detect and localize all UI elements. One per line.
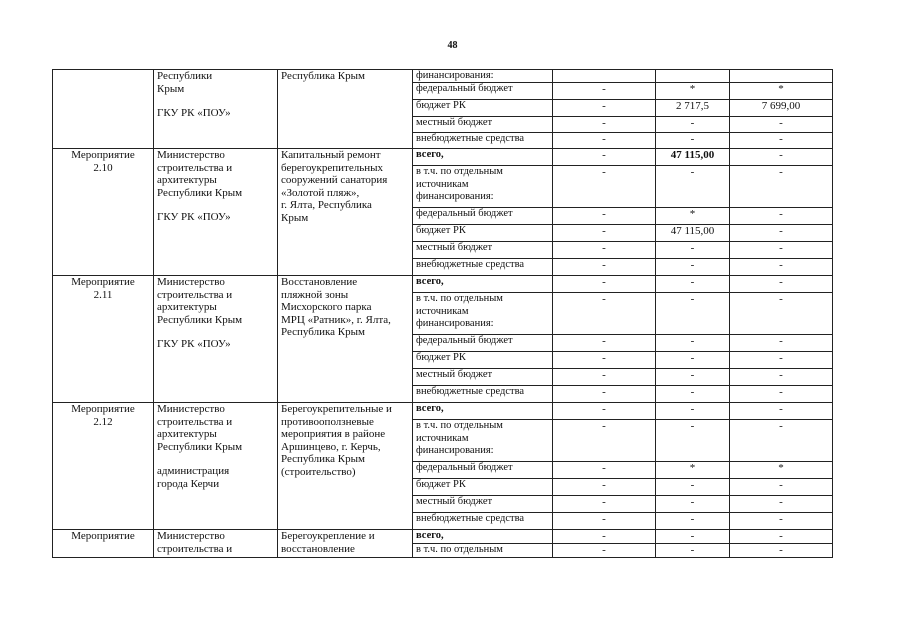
value-cell-v2: -	[656, 335, 730, 352]
value-cell-v2: -	[656, 386, 730, 403]
value-cell-v1: -	[553, 513, 656, 530]
value-cell-v1: -	[553, 166, 656, 208]
funding-source-cell	[413, 133, 553, 149]
value-cell-v2: -	[656, 117, 730, 133]
value-cell-v3	[730, 70, 833, 83]
value-cell-v1: -	[553, 276, 656, 293]
object-label: Берегоукрепление и восстановление	[281, 530, 375, 555]
value-cell-v3: -	[730, 293, 833, 335]
value-cell-v2: -	[656, 133, 730, 149]
executor-main: Министерство строительства и	[157, 530, 233, 555]
funding-source-label: местный бюджет	[416, 117, 493, 129]
funding-source-label: федеральный бюджет	[416, 208, 513, 220]
value-cell-v2: -	[656, 369, 730, 386]
funding-source-cell	[413, 479, 553, 496]
value-cell-v3: -	[730, 133, 833, 149]
value-cell-v1	[553, 70, 656, 83]
value-cell-v3: -	[730, 513, 833, 530]
value-cell-v1: -	[553, 530, 656, 544]
value-cell-v1: -	[553, 242, 656, 259]
object-label: Капитальный ремонт берегоукрепительных сооружений санатория «Золотой пляж», г. Ялта, Республика Крым	[281, 149, 388, 224]
value-cell-v1: -	[553, 335, 656, 352]
funding-source-label: в т.ч. по отдельным источникам финансирования:	[416, 166, 503, 203]
value-cell-v2: 47 115,00	[656, 149, 730, 166]
measure-cell	[53, 70, 154, 149]
value-cell-v2: -	[656, 530, 730, 544]
value-cell-v3: -	[730, 403, 833, 420]
funding-source-cell	[413, 496, 553, 513]
measure-label: Мероприятие 2.10	[71, 149, 135, 174]
table-row	[53, 149, 833, 166]
funding-source-label: федеральный бюджет	[416, 83, 513, 95]
value-cell-v3: -	[730, 335, 833, 352]
funding-source-label: всего,	[416, 530, 444, 542]
value-cell-v3: -	[730, 117, 833, 133]
value-cell-v1: -	[553, 420, 656, 462]
value-cell-v2: -	[656, 420, 730, 462]
value-cell-v1: -	[553, 386, 656, 403]
object-cell	[278, 403, 413, 530]
value-cell-v2: *	[656, 462, 730, 479]
table-row	[53, 276, 833, 293]
value-cell-v2: -	[656, 352, 730, 369]
funding-source-label: всего,	[416, 403, 444, 415]
value-cell-v1: -	[553, 293, 656, 335]
value-cell-v3: -	[730, 369, 833, 386]
value-cell-v2: 47 115,00	[656, 225, 730, 242]
executor-main: Министерство строительства и архитектуры Республики Крым	[157, 276, 243, 326]
funding-source-cell	[413, 259, 553, 276]
funding-source-cell	[413, 242, 553, 259]
funding-source-cell	[413, 403, 553, 420]
value-cell-v1: -	[553, 462, 656, 479]
funding-source-label: внебюджетные средства	[416, 513, 525, 525]
measure-label: Мероприятие 2.12	[71, 403, 135, 428]
object-cell	[278, 149, 413, 276]
funding-source-label: внебюджетные средства	[416, 386, 525, 398]
funding-source-label: внебюджетные средства	[416, 259, 525, 271]
funding-source-cell	[413, 513, 553, 530]
value-cell-v3: *	[730, 462, 833, 479]
page-number: 48	[447, 40, 458, 51]
funding-source-label: внебюджетные средства	[416, 133, 525, 145]
funding-source-cell	[413, 335, 553, 352]
value-cell-v2: -	[656, 403, 730, 420]
executor-gap	[157, 326, 274, 338]
object-label: Восстановление пляжной зоны Мисхорского парка МРЦ «Ратник», г. Ялта, Республика Крым	[281, 276, 391, 339]
funding-source-cell	[413, 83, 553, 100]
value-cell-v3: -	[730, 479, 833, 496]
value-cell-v3: -	[730, 352, 833, 369]
value-cell-v3: -	[730, 530, 833, 544]
value-cell-v3: -	[730, 420, 833, 462]
measure-cell	[53, 276, 154, 403]
executor-cell	[154, 403, 278, 530]
executor-gap	[157, 199, 274, 211]
funding-source-cell	[413, 70, 553, 83]
executor-cell	[154, 70, 278, 149]
funding-source-label: федеральный бюджет	[416, 335, 513, 347]
funding-source-label: всего,	[416, 276, 444, 288]
value-cell-v3: -	[730, 259, 833, 276]
value-cell-v1: -	[553, 479, 656, 496]
value-cell-v3: -	[730, 166, 833, 208]
funding-source-cell	[413, 420, 553, 462]
table-row	[53, 530, 833, 544]
value-cell-v2: -	[656, 544, 730, 558]
funding-source-label: местный бюджет	[416, 242, 493, 254]
executor-cell	[154, 149, 278, 276]
funding-source-label: бюджет РК	[416, 479, 466, 491]
executor-coexecutor: ГКУ РК «ПОУ»	[157, 211, 231, 224]
funding-source-cell	[413, 462, 553, 479]
funding-source-label: федеральный бюджет	[416, 462, 513, 474]
value-cell-v2: *	[656, 83, 730, 100]
value-cell-v2: -	[656, 242, 730, 259]
funding-source-cell	[413, 117, 553, 133]
funding-source-cell	[413, 544, 553, 558]
funding-source-cell	[413, 166, 553, 208]
value-cell-v3: -	[730, 242, 833, 259]
value-cell-v1: -	[553, 369, 656, 386]
funding-source-cell	[413, 149, 553, 166]
value-cell-v1: -	[553, 100, 656, 117]
funding-source-label: бюджет РК	[416, 100, 466, 112]
measure-cell	[53, 530, 154, 558]
funding-source-label: местный бюджет	[416, 369, 493, 381]
value-cell-v2: -	[656, 276, 730, 293]
executor-main: Министерство строительства и архитектуры Республики Крым	[157, 149, 243, 199]
funding-source-cell	[413, 352, 553, 369]
value-cell-v1: -	[553, 149, 656, 166]
value-cell-v1: -	[553, 496, 656, 513]
value-cell-v1: -	[553, 133, 656, 149]
value-cell-v3: -	[730, 276, 833, 293]
value-cell-v3: -	[730, 386, 833, 403]
program-table	[52, 69, 833, 558]
value-cell-v1: -	[553, 259, 656, 276]
measure-label: Мероприятие	[71, 530, 135, 543]
object-cell	[278, 530, 413, 558]
executor-coexecutor: ГКУ РК «ПОУ»	[157, 338, 231, 351]
executor-main: Республики Крым	[157, 70, 213, 95]
funding-source-label: всего,	[416, 149, 444, 161]
funding-source-cell	[413, 530, 553, 544]
object-label: Берегоукрепительные и противооползневые мероприятия в районе Аршинцево, г. Керчь, Республика Крым (строительство)	[281, 403, 392, 478]
value-cell-v3: -	[730, 225, 833, 242]
value-cell-v2: -	[656, 496, 730, 513]
funding-source-label: в т.ч. по отдельным	[416, 544, 503, 556]
value-cell-v2: -	[656, 166, 730, 208]
value-cell-v1: -	[553, 83, 656, 100]
object-label: Республика Крым	[281, 70, 365, 82]
value-cell-v3: 7 699,00	[730, 100, 833, 117]
funding-source-cell	[413, 100, 553, 117]
measure-label: Мероприятие 2.11	[71, 276, 135, 301]
value-cell-v2: -	[656, 293, 730, 335]
value-cell-v2: -	[656, 513, 730, 530]
funding-source-cell	[413, 369, 553, 386]
executor-coexecutor: администрация города Керчи	[157, 465, 230, 490]
funding-source-label: бюджет РК	[416, 225, 466, 237]
value-cell-v2: -	[656, 479, 730, 496]
value-cell-v2: -	[656, 259, 730, 276]
funding-source-label: в т.ч. по отдельным источникам финансирования:	[416, 420, 503, 457]
funding-source-label: финансирования:	[416, 70, 494, 81]
table-row	[53, 403, 833, 420]
value-cell-v2: *	[656, 208, 730, 225]
value-cell-v1: -	[553, 117, 656, 133]
value-cell-v3: -	[730, 544, 833, 558]
value-cell-v2	[656, 70, 730, 83]
value-cell-v1: -	[553, 352, 656, 369]
value-cell-v1: -	[553, 544, 656, 558]
value-cell-v3: *	[730, 83, 833, 100]
object-cell	[278, 276, 413, 403]
value-cell-v1: -	[553, 208, 656, 225]
program-table-body	[53, 70, 833, 558]
executor-gap	[157, 453, 274, 465]
value-cell-v1: -	[553, 403, 656, 420]
table-row	[53, 70, 833, 83]
value-cell-v1: -	[553, 225, 656, 242]
funding-source-cell	[413, 208, 553, 225]
value-cell-v3: -	[730, 208, 833, 225]
object-cell	[278, 70, 413, 149]
funding-source-cell	[413, 386, 553, 403]
executor-coexecutor: ГКУ РК «ПОУ»	[157, 107, 231, 119]
funding-source-cell	[413, 276, 553, 293]
measure-cell	[53, 149, 154, 276]
value-cell-v3: -	[730, 496, 833, 513]
funding-source-cell	[413, 225, 553, 242]
funding-source-label: в т.ч. по отдельным источникам финансирования:	[416, 293, 503, 330]
value-cell-v2: 2 717,5	[656, 100, 730, 117]
executor-cell	[154, 276, 278, 403]
executor-main: Министерство строительства и архитектуры Республики Крым	[157, 403, 243, 453]
value-cell-v3: -	[730, 149, 833, 166]
funding-source-label: бюджет РК	[416, 352, 466, 364]
funding-source-cell	[413, 293, 553, 335]
executor-cell	[154, 530, 278, 558]
funding-source-label: местный бюджет	[416, 496, 493, 508]
executor-gap	[157, 95, 274, 107]
measure-cell	[53, 403, 154, 530]
